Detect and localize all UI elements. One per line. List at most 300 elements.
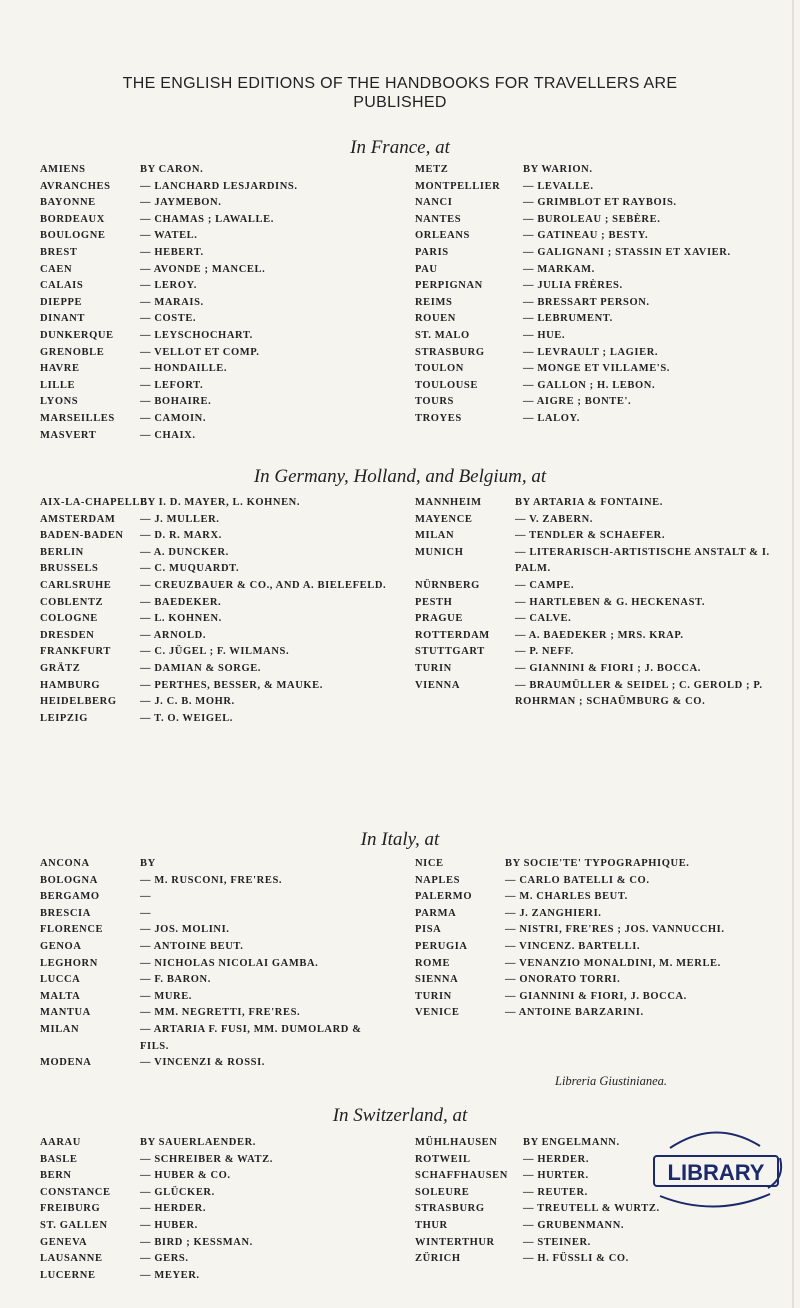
listing-row (415, 922, 775, 939)
publisher-name: — GALIGNANI ; STASSIN ET XAVIER. (523, 246, 731, 258)
publisher-name: — M. CHARLES BEUT. (505, 891, 628, 903)
listing-row (415, 628, 775, 645)
listing-row (415, 1218, 685, 1235)
city-name: VIENNA (415, 679, 461, 691)
publisher-name: — ARTARIA F. FUSI, MM. DUMOLARD & FILS. (140, 1023, 362, 1052)
page-edge (792, 0, 794, 1308)
city-name: STRASBURG (415, 1203, 485, 1215)
city-name: ANCONA (40, 858, 90, 869)
publisher-name: — HONDAILLE. (140, 363, 228, 375)
publisher-name: — ARNOLD. (140, 629, 207, 641)
city-name: ZÜRICH (415, 1253, 461, 1265)
publisher-name: — ANTOINE BARZARINI. (505, 1007, 644, 1019)
listing-row (40, 628, 390, 645)
publisher-name: — JAYMEBON. (140, 197, 222, 209)
listing-row (415, 1251, 685, 1268)
publisher-name: — COSTE. (140, 313, 197, 325)
publisher-name: — C. JÜGEL ; F. WILMANS. (140, 646, 290, 658)
publisher-name: — BAEDEKER. (140, 596, 222, 608)
publisher-name: — VENANZIO MONALDINI, M. MERLE. (505, 957, 721, 969)
listing-row (415, 528, 775, 545)
city-name: BORDEAUX (40, 213, 105, 225)
listing-row (415, 989, 775, 1006)
publisher-name: — LEROY. (140, 280, 197, 292)
publisher-name: BY CARON. (140, 164, 204, 175)
publisher-name: — F. BARON. (140, 974, 211, 986)
listing-row (415, 611, 775, 628)
city-name: BERGAMO (40, 891, 100, 903)
city-name: MAYENCE (415, 513, 473, 525)
publisher-name: — TENDLER & SCHAEFER. (515, 530, 666, 542)
city-name: BAYONNE (40, 197, 96, 209)
page-title-line-2: PUBLISHED (353, 94, 447, 111)
city-name: MANNHEIM (415, 497, 482, 508)
listing-row (415, 195, 775, 212)
city-name: DRESDEN (40, 629, 95, 641)
section-heading-france: In France, at (350, 137, 450, 158)
listing-row (40, 179, 370, 196)
city-name: NAPLES (415, 874, 461, 886)
listing-row (40, 278, 370, 295)
listing-row (40, 528, 390, 545)
listing-row (415, 873, 775, 890)
city-name: FRANKFURT (40, 646, 111, 658)
publisher-name: — LEBRUMENT. (523, 313, 613, 325)
listing-row (40, 162, 370, 179)
publisher-name: — HEBERT. (140, 246, 204, 258)
italy-left-column (40, 856, 390, 1072)
page-title-line-1: THE ENGLISH EDITIONS OF THE HANDBOOKS FOR TRAVELLERS ARE (122, 75, 678, 92)
city-name: BRUSSELS (40, 563, 99, 575)
city-name: BERN (40, 1170, 72, 1182)
city-name: PALERMO (415, 891, 473, 903)
publisher-name: — P. NEFF. (515, 646, 574, 658)
publisher-name: — A. DUNCKER. (140, 546, 229, 558)
city-name: ST. MALO (415, 329, 470, 341)
listing-row (415, 906, 775, 923)
publisher-name: — CHAMAS ; LAWALLE. (140, 213, 274, 225)
publisher-name: — BOHAIRE. (140, 396, 212, 408)
listing-row (415, 1005, 775, 1022)
listing-row (40, 1005, 390, 1022)
italy-right-column (415, 856, 775, 1022)
publisher-name: — BUROLEAU ; SEBÈRE. (523, 213, 661, 225)
listing-row (40, 328, 370, 345)
publisher-name: — A. BAEDEKER ; MRS. KRAP. (515, 629, 684, 641)
listing-row (415, 179, 775, 196)
listing-row (415, 162, 775, 179)
listing-row (40, 873, 390, 890)
publisher-name: BY WARION. (523, 164, 593, 175)
publisher-name: — V. ZABERN. (515, 513, 593, 525)
city-name: HAVRE (40, 363, 80, 375)
city-name: FLORENCE (40, 924, 104, 936)
city-name: GRENOBLE (40, 346, 105, 358)
listing-row (40, 711, 390, 728)
listing-row (415, 328, 775, 345)
publisher-name: — HUBER. (140, 1219, 198, 1231)
publisher-name: — LALOY. (523, 412, 580, 424)
city-name: ST. GALLEN (40, 1219, 108, 1231)
publisher-name: — GRIMBLOT ET RAYBOIS. (523, 197, 677, 209)
listing-row (40, 545, 390, 562)
listing-row (40, 212, 370, 229)
city-name: HEIDELBERG (40, 696, 117, 708)
publisher-name: — MEYER. (140, 1269, 200, 1281)
section-heading-switzerland: In Switzerland, at (332, 1105, 468, 1126)
city-name: PESTH (415, 596, 453, 608)
city-name: CAEN (40, 263, 73, 275)
city-name: TOULON (415, 363, 464, 375)
listing-row (415, 245, 775, 262)
publisher-name: — J. MULLER. (140, 513, 220, 525)
city-name: CALAIS (40, 280, 84, 292)
city-name: BOULOGNE (40, 230, 106, 242)
publisher-name: — LEYSCHOCHART. (140, 329, 253, 341)
city-name: TOURS (415, 396, 454, 408)
publisher-name: — HERDER. (523, 1153, 590, 1165)
listing-row (40, 1218, 370, 1235)
publisher-name: — L. KOHNEN. (140, 613, 222, 625)
city-name: COLOGNE (40, 613, 98, 625)
listing-row (40, 1201, 370, 1218)
listing-row (40, 195, 370, 212)
stamp-text: LIBRARY (667, 1160, 765, 1185)
germany-left-column (40, 495, 390, 727)
publisher-name: — GIANNINI & FIORI ; J. BOCCA. (515, 662, 702, 674)
listing-row (40, 512, 390, 529)
listing-row (40, 678, 390, 695)
listing-row (40, 361, 370, 378)
city-name: LAUSANNE (40, 1253, 103, 1265)
publisher-name: BY ENGELMANN. (523, 1137, 620, 1148)
listing-row (415, 311, 775, 328)
listing-row (415, 1235, 685, 1252)
library-stamp (640, 1118, 790, 1218)
listing-row (415, 394, 775, 411)
listing-row (40, 1152, 370, 1169)
listing-row (40, 228, 370, 245)
city-name: BADEN-BADEN (40, 530, 124, 542)
publisher-name: — CAMOIN. (140, 412, 207, 424)
publisher-name: — MARAIS. (140, 296, 204, 308)
listing-row (40, 694, 390, 711)
publisher-name: — C. MUQUARDT. (140, 563, 240, 575)
publisher-name: — LEVRAULT ; LAGIER. (523, 346, 659, 358)
listing-row (40, 428, 370, 445)
listing-row (40, 939, 390, 956)
publisher-name: — NISTRI, FRE'RES ; JOS. VANNUCCHI. (505, 924, 725, 936)
listing-row (40, 345, 370, 362)
city-name: MARSEILLES (40, 412, 115, 424)
publisher-name: — SCHREIBER & WATZ. (140, 1153, 273, 1165)
city-name: BOLOGNA (40, 874, 98, 886)
publisher-name: — VINCENZI & ROSSI. (140, 1057, 265, 1069)
city-name: PERPIGNAN (415, 280, 483, 292)
section-heading-germany: In Germany, Holland, and Belgium, at (253, 466, 547, 487)
city-name: DINANT (40, 313, 86, 325)
city-name: BASLE (40, 1153, 78, 1165)
publisher-name: — GALLON ; H. LEBON. (523, 379, 656, 391)
listing-row (415, 361, 775, 378)
city-name: COBLENTZ (40, 596, 104, 608)
city-name: AIX-LA-CHAPELLE (40, 497, 148, 508)
publisher-name: — LANCHARD LESJARDINS. (140, 180, 298, 192)
listing-row (40, 311, 370, 328)
city-name: LEIPZIG (40, 712, 88, 724)
listing-row (415, 956, 775, 973)
listing-row (415, 295, 775, 312)
listing-row (40, 889, 390, 906)
france-left-column (40, 162, 370, 444)
city-name: AARAU (40, 1137, 81, 1148)
publisher-name: — BRESSART PERSON. (523, 296, 650, 308)
publisher-name: — HERDER. (140, 1203, 207, 1215)
france-right-column (415, 162, 775, 428)
publisher-name: — REUTER. (523, 1186, 588, 1198)
publisher-name: — T. O. WEIGEL. (140, 712, 234, 724)
publisher-name: — PERTHES, BESSER, & MAUKE. (140, 679, 323, 691)
listing-row (415, 278, 775, 295)
listing-row (415, 578, 775, 595)
city-name: CARLSRUHE (40, 579, 112, 591)
switzerland-left-column (40, 1135, 370, 1284)
publisher-name: — BRAUMÜLLER & SEIDEL ; C. GEROLD ; P. ROHRMAN ; SCHAÜMBURG & CO. (515, 679, 763, 708)
publisher-name: — MURE. (140, 990, 193, 1002)
city-name: PISA (415, 924, 442, 936)
publisher-name: — ONORATO TORRI. (505, 974, 621, 986)
city-name: ROTWEIL (415, 1153, 471, 1165)
city-name: PARIS (415, 246, 449, 258)
publisher-name: — WATEL. (140, 230, 198, 242)
publisher-name: — NICHOLAS NICOLAI GAMBA. (140, 957, 319, 969)
publisher-name: — GIANNINI & FIORI, J. BOCCA. (505, 990, 687, 1002)
listing-row (40, 906, 390, 923)
publisher-name: — MARKAM. (523, 263, 595, 275)
publisher-name: — CAMPE. (515, 579, 575, 591)
city-name: PARMA (415, 907, 457, 919)
city-name: MASVERT (40, 429, 97, 441)
listing-row (40, 578, 390, 595)
listing-row (40, 495, 390, 512)
publisher-name: — CALVE. (515, 613, 572, 625)
publisher-name: BY ARTARIA & FONTAINE. (515, 497, 663, 508)
publisher-name: — (140, 907, 152, 919)
listing-row (415, 212, 775, 229)
listing-row (415, 678, 775, 711)
city-name: ROME (415, 957, 451, 969)
listing-row (40, 394, 370, 411)
publisher-name: — ANTOINE BEUT. (140, 940, 244, 952)
italy-note: Libreria Giustinianea. (555, 1074, 668, 1088)
city-name: AMIENS (40, 164, 86, 175)
publisher-name: — HARTLEBEN & G. HECKENAST. (515, 596, 706, 608)
listing-row (415, 545, 775, 578)
city-name: LILLE (40, 379, 76, 391)
listing-row (40, 1251, 370, 1268)
publisher-name: — LITERARISCH-ARTISTISCHE ANSTALT & I. PALM. (515, 546, 770, 575)
city-name: MANTUA (40, 1007, 91, 1019)
city-name: GENEVA (40, 1236, 88, 1248)
publisher-name: — GATINEAU ; BESTY. (523, 230, 649, 242)
city-name: HAMBURG (40, 679, 101, 691)
listing-row (40, 595, 390, 612)
section-heading-italy: In Italy, at (360, 829, 440, 850)
listing-row (40, 245, 370, 262)
city-name: MONTPELLIER (415, 180, 501, 192)
city-name: MODENA (40, 1057, 92, 1069)
publisher-name: — VELLOT ET COMP. (140, 346, 260, 358)
publisher-name: — D. R. MARX. (140, 530, 222, 542)
city-name: METZ (415, 164, 449, 175)
listing-row (40, 1268, 370, 1285)
publisher-name: — MM. NEGRETTI, FRE'RES. (140, 1007, 301, 1019)
publisher-name: — HURTER. (523, 1170, 589, 1182)
listing-row (415, 644, 775, 661)
publisher-name: — VINCENZ. BARTELLI. (505, 940, 641, 952)
city-name: MILAN (415, 530, 455, 542)
city-name: BREST (40, 246, 78, 258)
listing-row (40, 1135, 370, 1152)
city-name: REIMS (415, 296, 453, 308)
listing-row (40, 644, 390, 661)
city-name: ROUEN (415, 313, 456, 325)
publisher-name: — M. RUSCONI, FRE'RES. (140, 874, 283, 886)
publisher-name: — HUBER & CO. (140, 1170, 231, 1182)
publisher-name: — GLÜCKER. (140, 1186, 215, 1198)
listing-row (415, 595, 775, 612)
publisher-name: BY SAUERLAENDER. (140, 1137, 256, 1148)
publisher-name: — CREUZBAUER & CO., AND A. BIELEFELD. (140, 579, 387, 591)
city-name: ORLEANS (415, 230, 470, 242)
publisher-name: — AIGRE ; BONTE'. (523, 396, 632, 408)
city-name: GRÄTZ (40, 662, 81, 674)
publisher-name: — CHAIX. (140, 429, 196, 441)
city-name: MUNICH (415, 546, 464, 558)
germany-right-column (415, 495, 775, 711)
listing-row (415, 512, 775, 529)
city-name: ROTTERDAM (415, 629, 490, 641)
publisher-name: BY SOCIE'TE' TYPOGRAPHIQUE. (505, 858, 690, 869)
listing-row (40, 411, 370, 428)
publisher-name: — JOS. MOLINI. (140, 924, 230, 936)
city-name: LUCERNE (40, 1269, 96, 1281)
publisher-name: — DAMIAN & SORGE. (140, 662, 262, 674)
city-name: MILAN (40, 1023, 80, 1035)
publisher-name: — GRUBENMANN. (523, 1219, 625, 1231)
city-name: STRASBURG (415, 346, 485, 358)
publisher-name: — LEVALLE. (523, 180, 594, 192)
publisher-name: — GERS. (140, 1253, 189, 1265)
city-name: LUCCA (40, 974, 81, 986)
city-name: SIENNA (415, 974, 459, 986)
listing-row (415, 378, 775, 395)
listing-row (40, 611, 390, 628)
listing-row (415, 262, 775, 279)
city-name: PAU (415, 263, 438, 275)
city-name: SOLEURE (415, 1186, 470, 1198)
city-name: STUTTGART (415, 646, 485, 658)
city-name: MÜHLHAUSEN (415, 1137, 498, 1148)
listing-row (40, 295, 370, 312)
city-name: DUNKERQUE (40, 329, 114, 341)
listing-row (40, 661, 390, 678)
city-name: MALTA (40, 990, 81, 1002)
city-name: THUR (415, 1219, 448, 1231)
publisher-name: — HUE. (523, 329, 566, 341)
listing-row (415, 972, 775, 989)
listing-row (40, 1168, 370, 1185)
listing-row (415, 661, 775, 678)
city-name: LEGHORN (40, 957, 98, 969)
publisher-name: — MONGE ET VILLAME'S. (523, 363, 670, 375)
city-name: VENICE (415, 1007, 460, 1019)
listing-row (40, 378, 370, 395)
listing-row (40, 956, 390, 973)
city-name: NANCI (415, 197, 453, 209)
publisher-name: — (140, 891, 152, 903)
city-name: TROYES (415, 412, 462, 424)
city-name: NICE (415, 858, 444, 869)
listing-row (40, 989, 390, 1006)
publisher-name: — LEFORT. (140, 379, 204, 391)
listing-row (40, 972, 390, 989)
city-name: CONSTANCE (40, 1186, 111, 1198)
publisher-name: — STEINER. (523, 1236, 591, 1248)
city-name: LYONS (40, 396, 79, 408)
city-name: TOULOUSE (415, 379, 478, 391)
city-name: DIEPPE (40, 296, 83, 308)
listing-row (415, 856, 775, 873)
city-name: TURIN (415, 662, 452, 674)
publisher-name: — CARLO BATELLI & CO. (505, 874, 650, 886)
city-name: PERUGIA (415, 940, 468, 952)
listing-row (40, 856, 390, 873)
city-name: FREIBURG (40, 1203, 101, 1215)
publisher-name: — TREUTELL & WURTZ. (523, 1203, 660, 1215)
publisher-name: — BIRD ; KESSMAN. (140, 1236, 253, 1248)
city-name: NÜRNBERG (415, 579, 480, 591)
listing-row (40, 262, 370, 279)
listing-row (40, 1022, 390, 1055)
listing-row (40, 1185, 370, 1202)
city-name: NANTES (415, 213, 462, 225)
city-name: AMSTERDAM (40, 513, 116, 525)
listing-row (415, 345, 775, 362)
listing-row (40, 1055, 390, 1072)
city-name: BRESCIA (40, 907, 91, 919)
city-name: TURIN (415, 990, 452, 1002)
publisher-name: BY I. D. MAYER, L. KOHNEN. (140, 497, 301, 508)
publisher-name: — J. C. B. MOHR. (140, 696, 235, 708)
publisher-name: — H. FÜSSLI & CO. (523, 1253, 629, 1265)
publisher-name: — J. ZANGHIERI. (505, 907, 602, 919)
publisher-name: — JULIA FRÈRES. (523, 280, 623, 292)
listing-row (415, 939, 775, 956)
city-name: AVRANCHES (40, 180, 111, 192)
listing-row (415, 495, 775, 512)
publisher-name: — AVONDE ; MANCEL. (140, 263, 266, 275)
listing-row (40, 922, 390, 939)
publisher-name: BY (140, 858, 156, 869)
city-name: BERLIN (40, 546, 84, 558)
city-name: PRAGUE (415, 613, 463, 625)
city-name: GENOA (40, 940, 82, 952)
city-name: WINTERTHUR (415, 1236, 495, 1248)
listing-row (415, 411, 775, 428)
listing-row (40, 561, 390, 578)
listing-row (415, 889, 775, 906)
